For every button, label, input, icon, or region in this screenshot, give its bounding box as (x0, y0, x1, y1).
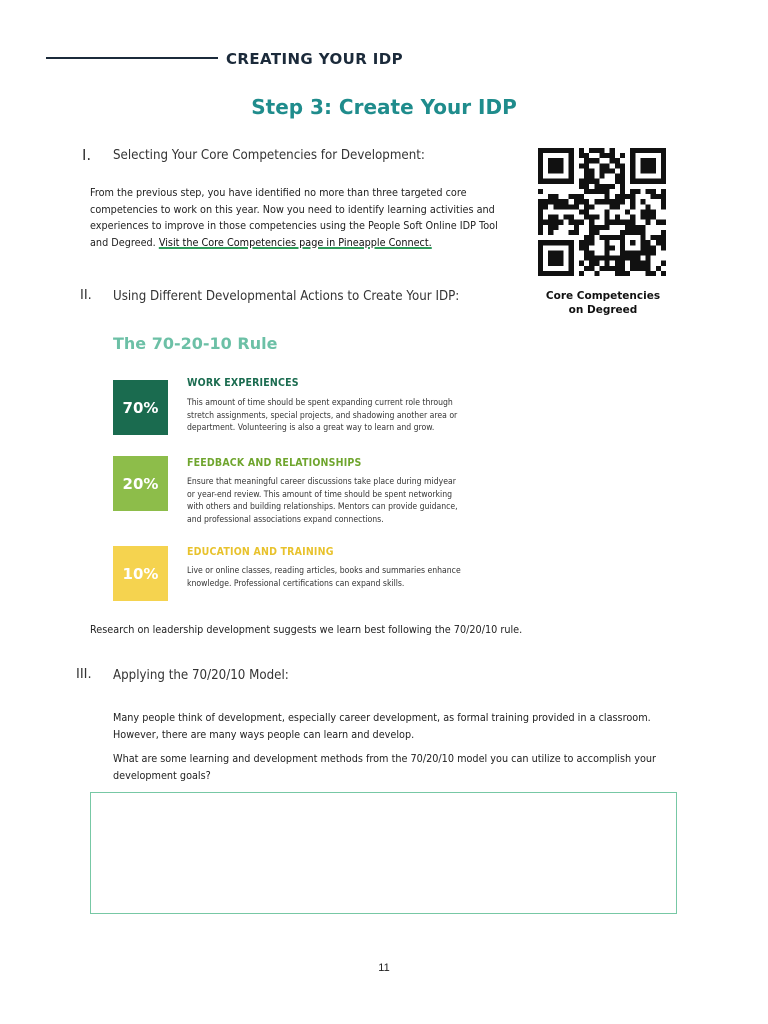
rule-description-line: stretch assignments, special projects, and shadowing another area or (187, 410, 458, 421)
rule-description-line: Ensure that meaningful career discussions take place during midyear (187, 477, 456, 487)
answer-text-box[interactable] (90, 792, 677, 914)
rule-description (187, 476, 471, 526)
section-3-heading: Applying the 70/20/10 Model: (113, 667, 289, 683)
rule-description-line: department. Volunteering is also a great way to learn and grow. (187, 423, 435, 433)
rule-description (187, 397, 471, 435)
qr-caption-line: Core Competencies (545, 290, 661, 302)
section-1-paragraph (90, 185, 504, 251)
percent-label: 20% (122, 474, 159, 493)
section-1-numeral: I. (82, 146, 92, 164)
rule-description-line: and professional associations expand connections. (187, 514, 384, 525)
percent-label: 10% (122, 564, 159, 583)
rule-description-line: knowledge. Professional certifications can expand skills. (187, 578, 405, 589)
page-number: 11 (378, 962, 390, 974)
section-2-numeral: II. (80, 288, 92, 303)
paragraph-line (90, 235, 504, 252)
rule-heading-education-training: EDUCATION AND TRAINING (187, 546, 334, 558)
section-2-heading: Using Different Developmental Actions to Create Your IDP: (113, 288, 460, 304)
percent-box-10 (113, 546, 168, 601)
rule-title: The 70-20-10 Rule (113, 334, 278, 353)
section-1-heading: Selecting Your Core Competencies for Development: (113, 147, 425, 163)
paragraph-line: However, there are many ways people can learn and develop. (113, 727, 415, 741)
core-competencies-link[interactable]: Visit the Core Competencies page in Pineapple Connect. (158, 235, 432, 249)
percent-box-20 (113, 456, 168, 511)
rule-description-line: This amount of time should be spent expanding current role through (187, 398, 453, 408)
qr-caption (536, 289, 670, 317)
rule-heading-feedback-relationships: FEEDBACK AND RELATIONSHIPS (187, 457, 362, 469)
percent-box-70 (113, 380, 168, 435)
rule-description-line: with others and building relationships. Mentors can provide guidance, (187, 502, 458, 512)
paragraph-line: Many people think of development, especially career development, as formal training provided in a classroom. (113, 711, 651, 724)
question-line: What are some learning and development methods from the 70/20/10 model you can utilize to accomplish your (113, 752, 657, 765)
rule-heading-work-experiences: WORK EXPERIENCES (187, 377, 299, 389)
paragraph-line: From the previous step, you have identified no more than three targeted core (90, 186, 467, 199)
question-line: development goals? (113, 768, 211, 782)
section-3-numeral: III. (76, 667, 92, 682)
section-3-question (113, 751, 676, 784)
percent-label: 70% (122, 398, 159, 417)
qr-code-icon[interactable] (538, 148, 666, 276)
qr-caption-line: on Degreed (568, 304, 638, 316)
header-rule (46, 57, 218, 59)
rule-description-line: Live or online classes, reading articles, books and summaries enhance (187, 566, 461, 576)
rule-description (187, 565, 471, 590)
section-3-paragraph (113, 710, 676, 743)
step-title-text: Step 3: Create Your IDP (251, 95, 517, 119)
paragraph-text: and Degreed. (90, 235, 159, 249)
section-header-title: CREATING YOUR IDP (226, 50, 404, 68)
paragraph-line: competencies to work on this year. Now you need to identify learning activities and (90, 202, 495, 216)
step-title (0, 95, 768, 119)
paragraph-line: experiences to improve in those competencies using the People Soft Online IDP Tool (90, 219, 498, 232)
rule-description-line: or year-end review. This amount of time should be spent networking (187, 489, 453, 500)
research-note: Research on leadership development suggests we learn best following the 70/20/10 rule. (90, 623, 523, 636)
